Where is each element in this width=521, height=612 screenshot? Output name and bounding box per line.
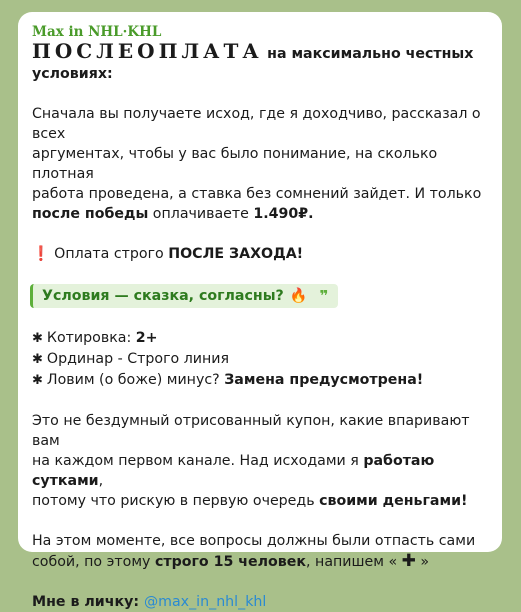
asterisk-icon: ✱ bbox=[32, 331, 43, 346]
headline bbox=[32, 41, 488, 84]
message-bubble bbox=[18, 12, 502, 610]
paragraph-2: Это не бездумный отрисованный купон, какие впаривают вам на каждом первом канале. Над исходами я работаю сутками, потому что рискую в первую очередь своими деньгами! bbox=[32, 413, 470, 509]
contact-link[interactable]: @max_in_nhl_khl bbox=[143, 594, 267, 610]
contact-label: Мне в личку: bbox=[32, 594, 144, 610]
plus-icon: ✚ bbox=[401, 551, 416, 571]
quote-mark-icon: ❞ bbox=[319, 287, 329, 305]
contact-line bbox=[32, 592, 488, 612]
headline-stencil: ПОСЛЕОПЛАТА bbox=[32, 39, 263, 63]
sender-name[interactable]: Max in NHL·KHL bbox=[32, 24, 162, 40]
paragraph-1: Сначала вы получаете исход, где я доходчиво, рассказал о всех аргументах, чтобы у вас было понимание, на сколько плотная работа проведена, а ставка без сомнений зайдет. И только после победы оплачиваете 1.490₽. bbox=[32, 106, 482, 222]
warning-line: ❗ Оплата строго ПОСЛЕ ЗАХОДА! bbox=[32, 246, 304, 262]
asterisk-icon: ✱ bbox=[32, 373, 43, 388]
headline-rest: на максимально честных bbox=[267, 46, 474, 62]
asterisk-icon: ✱ bbox=[32, 352, 43, 367]
paragraph-3: На этом моменте, все вопросы должны были отпасть сами собой, по этому строго 15 человек, напишем « ✚ » bbox=[32, 533, 476, 571]
exclamation-icon: ❗ bbox=[32, 246, 50, 262]
quote-block bbox=[30, 284, 338, 308]
fire-icon: 🔥 bbox=[289, 288, 308, 304]
quote-text: Условия — сказка, согласны? bbox=[42, 288, 284, 304]
bullet-list: ✱ Котировка: 2+ ✱ Ординар - Строго линия ✱ Ловим (о боже) минус? Замена предусмотрена! bbox=[32, 330, 424, 388]
headline-rest-2: условиях: bbox=[32, 66, 113, 82]
